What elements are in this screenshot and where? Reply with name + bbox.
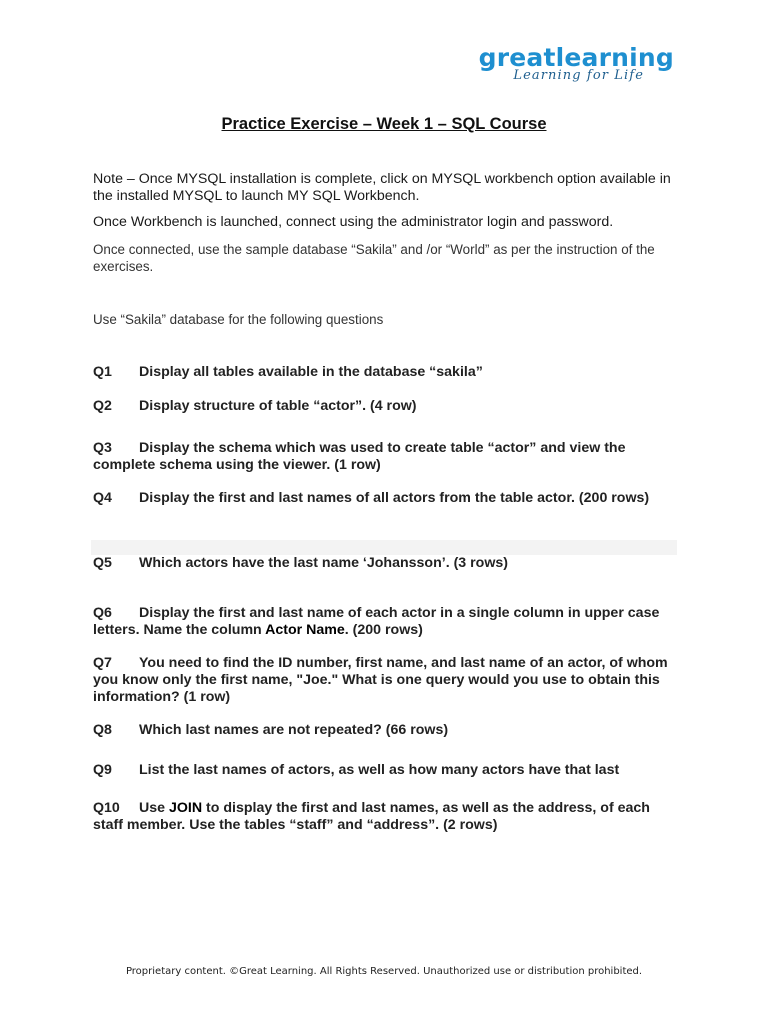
question-text: Display the first and last name of each actor in a single column in upper case letters. Name the column — [93, 605, 660, 638]
logo-wordmark: greatlearning — [478, 43, 674, 72]
question-number: Q5 — [93, 555, 112, 571]
question-q6 — [93, 605, 683, 639]
question-text-end: to display the first and last names, as well as the address, of each staff member. Use the tables “staff” and “address”. (2 rows) — [93, 800, 650, 833]
join-keyword-emphasis: JOIN — [168, 800, 203, 816]
question-q8 — [93, 722, 683, 739]
question-q3 — [93, 440, 683, 474]
greatlearning-logo — [474, 44, 674, 86]
question-q4 — [93, 490, 683, 507]
question-number: Q9 — [93, 762, 112, 778]
shaded-band — [91, 540, 677, 555]
question-number: Q1 — [93, 364, 112, 380]
question-q1 — [93, 364, 683, 381]
logo-tagline: Learning for Life — [513, 68, 644, 83]
question-q5 — [93, 555, 683, 572]
intro-database: Once connected, use the sample database “Sakila” and /or “World” as per the instruction of the exercises. — [93, 242, 655, 274]
question-number: Q4 — [93, 490, 112, 506]
instruction-text: Use “Sakila” database for the following questions — [93, 312, 384, 327]
question-number: Q8 — [93, 722, 112, 738]
question-text: You need to find the ID number, first name, and last name of an actor, of whom you know only the first name, "Joe." What is one query would you use to obtain this information? (1 row) — [93, 655, 668, 705]
question-number: Q2 — [93, 398, 112, 414]
intro-note: Note – Once MYSQL installation is complete, click on MYSQL workbench option available in the installed MYSQL to launch MY SQL Workbench. — [93, 171, 671, 204]
question-q2 — [93, 398, 683, 415]
question-text: Display the schema which was used to create table “actor” and view the complete schema using the viewer. (1 row) — [93, 440, 626, 473]
column-name-emphasis: Actor Name — [265, 622, 345, 638]
question-text-end: . (200 rows) — [344, 622, 423, 638]
question-q7 — [93, 655, 683, 706]
document-title: Practice Exercise – Week 1 – SQL Course — [221, 115, 547, 133]
question-number: Q3 — [93, 440, 112, 456]
question-text: List the last names of actors, as well as how many actors have that last — [139, 762, 620, 778]
question-text: Which last names are not repeated? (66 rows) — [139, 722, 449, 738]
question-text: Which actors have the last name ‘Johansson’. (3 rows) — [139, 555, 508, 571]
question-number: Q7 — [93, 655, 112, 671]
question-q9 — [93, 762, 683, 779]
question-q10 — [93, 800, 683, 834]
question-number: Q10 — [93, 800, 120, 816]
intro-workbench: Once Workbench is launched, connect using the administrator login and password. — [93, 214, 614, 230]
footer-notice: Proprietary content. ©Great Learning. All Rights Reserved. Unauthorized use or distribution prohibited. — [125, 966, 643, 977]
question-text: Display the first and last names of all actors from the table actor. (200 rows) — [139, 490, 650, 506]
question-number: Q6 — [93, 605, 112, 621]
question-text: Display all tables available in the database “sakila” — [139, 364, 483, 380]
question-text: Use — [139, 800, 169, 816]
question-text: Display structure of table “actor”. (4 row) — [139, 398, 417, 414]
